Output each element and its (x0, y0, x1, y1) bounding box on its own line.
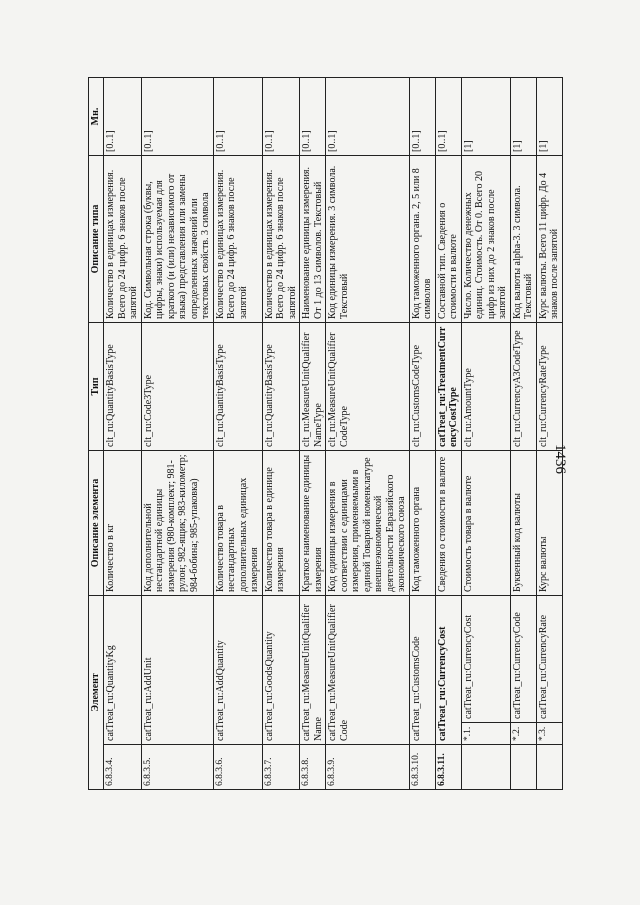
type-cell: clt_ru:QuantityBasisType (262, 322, 300, 450)
row-number-cell: 6.8.3.11. (435, 745, 461, 790)
multiplicity-cell: [0..1] (104, 77, 142, 155)
row-subnumber-cell: *.2. (510, 723, 536, 745)
element-name-cell: catTreat_ru:GoodsQuantity (262, 595, 300, 744)
row-number-cell (461, 745, 510, 790)
table-row (104, 77, 142, 789)
type-cell: clt_ru:QuantityBasisType (213, 322, 262, 450)
type-cell: clt_ru:MeasureUnitQualifierCodeType (326, 322, 410, 450)
element-description-cell: Код таможенного органа (409, 450, 435, 595)
element-description-cell: Сведения о стоимости в валюте (435, 450, 461, 595)
type-description-cell: Код. Символьная строка (буквы, цифры, знаки) используемая для краткого (и (или) независимого от языка) представления или замены определенных значений или текстовых свойств. 3 символа (141, 155, 213, 322)
type-cell: clt_ru:Code3Type (141, 322, 213, 450)
header-element-description: Описание элемента (89, 450, 104, 595)
type-description-cell: Количество в единицах измерения. Всего до 24 цифр. 6 знаков после запятой (262, 155, 300, 322)
row-number-cell: 6.8.3.4. (104, 745, 142, 790)
element-table (88, 77, 563, 790)
multiplicity-cell: [0..1] (326, 77, 410, 155)
type-cell: clt_ru:CurrencyRateType (536, 322, 562, 450)
multiplicity-cell: [0..1] (435, 77, 461, 155)
element-description-cell: Краткое наименование единицы измерения (300, 450, 326, 595)
element-description-cell: Стоимость товара в валюте (461, 450, 510, 595)
multiplicity-cell: [0..1] (213, 77, 262, 155)
table-header-row (89, 77, 104, 789)
type-description-cell: Число. Количество денежных единиц. Стоимость. От 0. Всего 20 цифр из них до 2 знаков после запятой (461, 155, 510, 322)
type-description-cell: Количество в единицах измерения. Всего до 24 цифр. 6 знаков после запятой (104, 155, 142, 322)
row-number-cell (510, 745, 536, 790)
multiplicity-cell: [1] (510, 77, 536, 155)
multiplicity-cell: [0..1] (409, 77, 435, 155)
type-cell: catTreat_ru:TreatmentCurrencyCostType (435, 322, 461, 450)
element-name-cell: catTreat_ru:CurrencyCost (435, 595, 461, 744)
header-element: Элемент (89, 595, 104, 789)
multiplicity-cell: [0..1] (141, 77, 213, 155)
rotated-table-container (88, 78, 573, 790)
table-row (213, 77, 262, 789)
table-row (262, 77, 300, 789)
table-row (409, 77, 435, 789)
element-description-cell: Количество в кг (104, 450, 142, 595)
row-number-cell: 6.8.3.9. (326, 745, 410, 790)
element-name-cell: catTreat_ru:CurrencyRate (536, 595, 562, 722)
type-description-cell: Код таможенного органа. 2, 5 или 8 символов (409, 155, 435, 322)
row-subnumber-cell: *.1. (461, 723, 510, 745)
table-row (510, 77, 536, 789)
element-description-cell: Количество товара в нестандартных дополнительных единицах измерения (213, 450, 262, 595)
type-description-cell: Количество в единицах измерения. Всего до 24 цифр. 6 знаков после запятой (213, 155, 262, 322)
header-type-description: Описание типа (89, 155, 104, 322)
table-body (104, 77, 563, 789)
type-description-cell: Код единицы измерения. 3 символа. Текстовый (326, 155, 410, 322)
table-row (300, 77, 326, 789)
element-name-cell: catTreat_ru:MeasureUnitQualifierCode (326, 595, 410, 744)
element-name-cell: catTreat_ru:CurrencyCode (510, 595, 536, 722)
table-row (536, 77, 562, 789)
element-name-cell: catTreat_ru:AddQuantity (213, 595, 262, 744)
row-number-cell: 6.8.3.8. (300, 745, 326, 790)
type-cell: clt_ru:AmountType (461, 322, 510, 450)
table-row (141, 77, 213, 789)
multiplicity-cell: [1] (461, 77, 510, 155)
header-multiplicity: Мн. (89, 77, 104, 155)
multiplicity-cell: [1] (536, 77, 562, 155)
element-description-cell: Буквенный код валюты (510, 450, 536, 595)
type-cell: clt_ru:QuantityBasisType (104, 322, 142, 450)
type-description-cell: Курс валюты. Всего 11 цифр. До 4 знаков после запятой (536, 155, 562, 322)
element-description-cell: Курс валюты (536, 450, 562, 595)
row-subnumber-cell: *.3. (536, 723, 562, 745)
page-number: 1436 (552, 444, 568, 474)
table-row (326, 77, 410, 789)
table-row (461, 77, 510, 789)
element-name-cell: catTreat_ru:AddUnit (141, 595, 213, 744)
element-description-cell: Код единицы измерения в соответствии с единицами измерения, применяемыми в единой Товарной номенклатуре внешнеэкономической деятельности Евразийского экономического союза (326, 450, 410, 595)
element-name-cell: catTreat_ru:MeasureUnitQualifierName (300, 595, 326, 744)
row-number-cell: 6.8.3.6. (213, 745, 262, 790)
multiplicity-cell: [0..1] (262, 77, 300, 155)
type-description-cell: Код валюты alpha-3. 3 символа. Текстовый (510, 155, 536, 322)
element-name-cell: catTreat_ru:QuantityKg (104, 595, 142, 744)
element-description-cell: Код дополнительной нестандартной единицы измерения (980-комплект; 981-рулон; 982-ящик; 983-километр; 984-бобина; 985-упаковка) (141, 450, 213, 595)
type-cell: clt_ru:CustomsCodeType (409, 322, 435, 450)
row-number-cell: 6.8.3.7. (262, 745, 300, 790)
element-name-cell: catTreat_ru:CustomsCode (409, 595, 435, 744)
element-description-cell: Количество товара в единице измерения (262, 450, 300, 595)
row-number-cell: 6.8.3.5. (141, 745, 213, 790)
type-description-cell: Наименование единицы измерения. От 1 до 13 символов. Текстовый (300, 155, 326, 322)
type-cell: clt_ru:MeasureUnitQualifierNameType (300, 322, 326, 450)
table-row (435, 77, 461, 789)
type-cell: clt_ru:CurrencyA3CodeType (510, 322, 536, 450)
element-name-cell: catTreat_ru:CurrencyCost (461, 595, 510, 722)
header-type: Тип (89, 322, 104, 450)
type-description-cell: Составной тип. Сведения о стоимости в валюте (435, 155, 461, 322)
multiplicity-cell: [0..1] (300, 77, 326, 155)
row-number-cell (536, 745, 562, 790)
row-number-cell: 6.8.3.10. (409, 745, 435, 790)
